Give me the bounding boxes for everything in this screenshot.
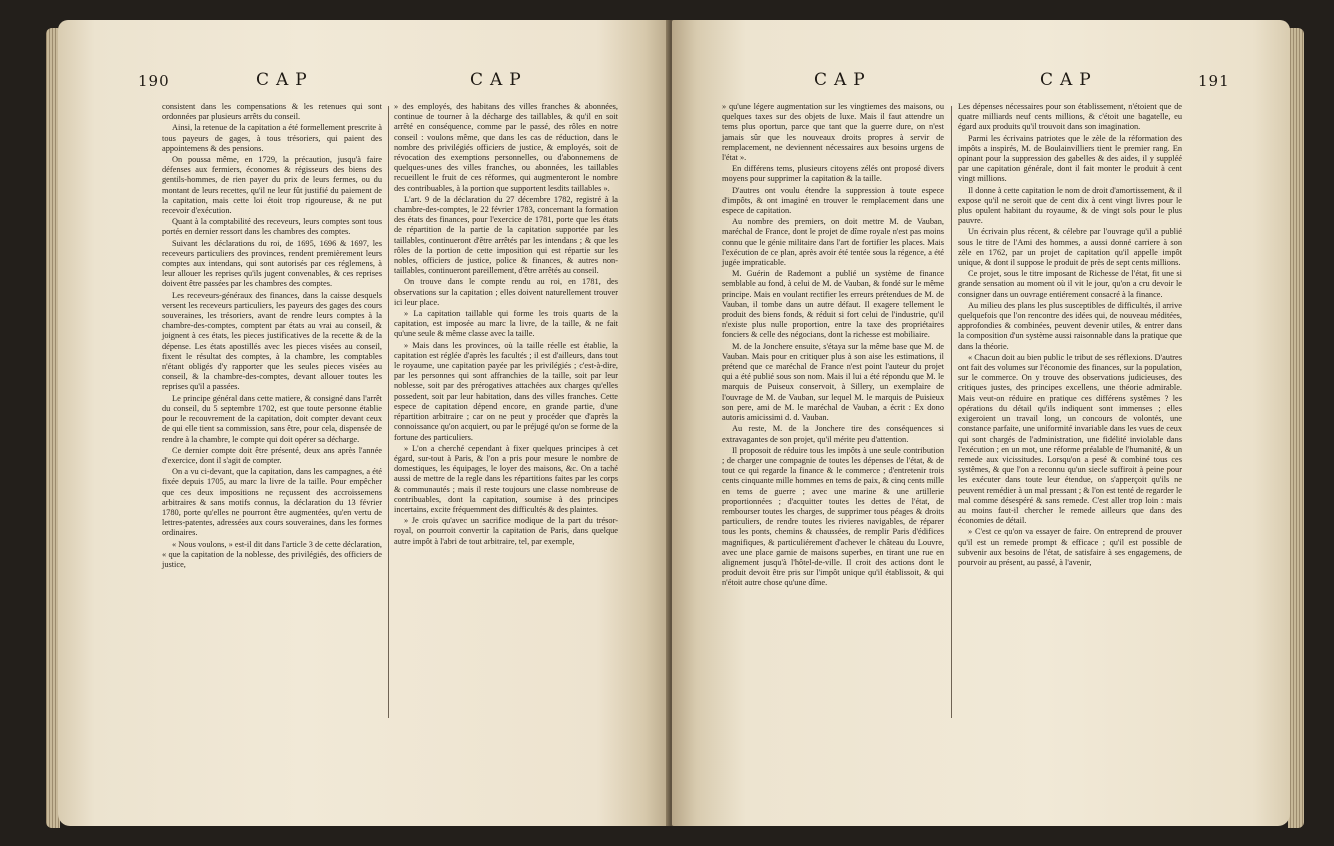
paragraph: Au milieu des plans les plus susceptibles de difficultés, il arrive quelquefois que l'on rencontre des idées qui, de nouveau méditées, approfondies & combinées, peuvent devenir utiles, & entrer dans la composition d'un système aussi raisonnable dans la pratique que dans la théorie. xyxy=(958,300,1182,351)
page-number: 190 xyxy=(138,72,170,90)
paragraph: Il donne à cette capitation le nom de droit d'amortissement, & il expose qu'il ne seroit que de cent dix à cent vingt livres pour le plus opulent habitant du royaume, & de vingt sols pour le plus pauvre. xyxy=(958,185,1182,226)
text-column-1 xyxy=(722,102,944,590)
left-page-header xyxy=(58,70,670,94)
paragraph: Parmi les écrivains patriotes que le zèle de la réformation des impôts a inspirés, M. de Boulainvilliers tient le premier rang. En opinant pour la suppression des gabelles & des aides, il y suppléé par une capitation générale, dont il fait monter le produit à cent vingt millions. xyxy=(958,133,1182,184)
paragraph: En différens tems, plusieurs citoyens zélés ont proposé divers moyens pour supprimer la capitation & la taille. xyxy=(722,164,944,184)
paragraph: M. Guérin de Rademont a publié un système de finance semblable au fond, à celui de M. de Vauban, & fondé sur le même principe. Mais en voulant rectifier les erreurs prétendues de M. de Vauban, il tombe dans un autre défaut. Il exagere tellement le produit des biens fonds, & réduit si fort celui de l'industrie, qu'il n'existe plus nulle proportion, entre la taxe des propriétaires fonciers & celle des négocians, dont la richesse est mobiliaire. xyxy=(722,269,944,340)
column-rule xyxy=(388,106,389,718)
paragraph: Il proposoit de réduire tous les impôts à une seule contribution ; de charger une compagnie de toutes les dépenses de l'état, & de tout ce qui regarde la finance & le commerce ; d'entretenir trois cents cinquante mille hommes en tems de paix, & cinq cents mille en tems de guerre ; avec une marine & une artillerie proportionnées ; d'acquitter toutes les dettes de l'état, de rembourser toutes les charges, de supprimer tous péages & droits particuliers, de rendre toutes les rivieres navigables, de réparer tous les ponts, chemins & chaussées, de remplir Paris d'édifices magnifiques, & particuliérement d'achever le château du Louvre, avec une place garnie de maisons superbes, en tirant une rue en alignement jusqu'à l'hôtel-de-ville. Il croit des actions dont le produit devoit être pris sur l'impôt unique qu'il établissoit, & qui n'étoit autre chose qu'une dîme. xyxy=(722,445,944,588)
paragraph: L'art. 9 de la déclaration du 27 décembre 1782, registré à la chambre-des-comptes, le 22 février 1783, concernant la formation des états des finances, pour l'exercice de 1781, porte que les états de répartition de la partie de la capitation supportée par les taillables, continueront d'être arrêtés par les intendans ; & que les rôles de la portion de cette imposition qui est répartie sur les nobles, officiers de justice, police & finances, & autres non-taillables, continueront pareillement, d'être arrêtés au conseil. xyxy=(394,194,618,276)
paragraph: « Chacun doit au bien public le tribut de ses réflexions. D'autres ont fait des volumes sur l'économie des finances, sur la population, sur le commerce. On y trouve des observations judicieuses, des critiques justes, des principes excellens, une théorie admirable. Mais veut-on réduire en pratique ces différens systêmes ? les opérations du détail qu'ils indiquent sont immenses ; elles exigeroient un travail long, un concours de volontés, une constance parfaite, une uniformité invariable dans les vues de ceux qui sont chargés de l'administration, une fidélité inviolable dans l'exécution ; en un mot, une réforme préalable de l'humanité, & un remede aux vicissitudes. Lorsqu'on a pesé & combiné tous ces systêmes, & que l'on a reconnu qu'un siecle suffiroit à peine pour les exécuter dans toute leur étendue, on s'apperçoit qu'ils ne peuvent remédier à un mal pressant ; & l'on est tenté de regarder le mal comme désespéré & sans remede. C'est aller trop loin : mais au moins faut-il chercher le remede ailleurs que dans des économies de détail. xyxy=(958,352,1182,526)
text-column-2 xyxy=(394,102,618,548)
paragraph: » L'on a cherché cependant à fixer quelques principes à cet égard, sur-tout à Paris, & l'on a pris pour mesure le nombre de domestiques, les équipages, le loyer des maisons, &c. On a taché aussi de mettre de la regle dans les répartitions faites par les corps & communautés ; mais il reste toujours une classe nombreuse de contribuables, dont la capitation, soumise à des principes incertains, excite fréquemment des difficultés & des plaintes. xyxy=(394,443,618,514)
paragraph: On poussa même, en 1729, la précaution, jusqu'à faire défenses aux fermiers, économes & régisseurs des biens des gentils-hommes, de rien payer du prix de leurs fermes, ou du montant de leurs recettes, qu'il ne leur fût justifié du paiement de la capitation, mais cette loi étoit trop rigoureuse, & ne put recevoir d'exécution. xyxy=(162,155,382,216)
paragraph: » qu'une légere augmentation sur les vingtiemes des maisons, ou quelques taxes sur des objets de luxe. Mais il faut attendre un tems plus oportun, parce que tant que la guerre dure, on n'est jamais sûr que les nouveaux droits propres à servir de remplacement, ne deviennent nécessaires aux besoins urgens de l'état ». xyxy=(722,102,944,163)
paragraph: » C'est ce qu'on va essayer de faire. On entreprend de prouver qu'il est un remede prompt & efficace ; qu'il est possible de subvenir aux besoins de l'état, de satisfaire à ses engagemens, de pourvoir au présent, au passé, à l'avenir, xyxy=(958,527,1182,567)
column-rule xyxy=(951,106,952,718)
paragraph: » Je crois qu'avec un sacrifice modique de la part du trésor-royal, on pourroit convertir la capitation de Paris, dans quelque autre impôt à l'abri de tout arbitraire, tel, par exemple, xyxy=(394,516,618,546)
book-edge-right xyxy=(1288,28,1304,828)
open-book xyxy=(58,20,1290,836)
left-page xyxy=(58,20,670,826)
running-head: CAP xyxy=(1040,70,1098,90)
paragraph: Les receveurs-généraux des finances, dans la caisse desquels versent les receveurs particuliers, les payeurs des gages des cours souveraines, les trésoriers, avant de rendre leurs comptes à la chambre-des-comptes, comptent par états au vrai au conseil, & joignent à ces états, les pieces justificatives de la recette & de la dépense. Les états apostillés avec les pieces visées au conseil, fixent le résultat des comptes, à la chambre, les comptables n'étant obligés d'y rapporter que les seules pieces visées au conseil, & la chambre-des-comptes, devant allouer toutes les reprises qu'il a passées. xyxy=(162,290,382,392)
page-number: 191 xyxy=(1198,72,1230,90)
paragraph: » Mais dans les provinces, où la taille réelle est établie, la capitation est réglée d'après les facultés ; il est d'ailleurs, dans tout le royaume, une capitation payée par les privilégiés ; c'est-à-dire, par les personnes qui sont affranchies de la taille, soit par leur noblesse, soit par des prérogatives attachées aux charges qu'elles possedent, soit par leur habitation, dans des villes franches. Cette espece de capitation dépend encore, en grande partie, d'une répartition arbitraire ; car on ne peut y procéder que d'après la connoissance qu'on acquiert, ou par le préjugé qu'on se forme de la fortune des particuliers. xyxy=(394,340,618,442)
running-head: CAP xyxy=(814,70,872,90)
paragraph: Suivant les déclarations du roi, de 1695, 1696 & 1697, les receveurs particuliers des provinces, rendent premièrement leurs comptes aux intendans, qui sont autorisés par ces réglemens, à leur allouer les reprises qu'ils jugent convenables, & ces reprises doivent être passées par les chambres des comptes. xyxy=(162,238,382,289)
text-column-1 xyxy=(162,102,382,571)
paragraph: Ainsi, la retenue de la capitation a été formellement prescrite à tous payeurs de gages, à tous trésoriers, qui paient des appointemens & des pensions. xyxy=(162,123,382,153)
paragraph: » La capitation taillable qui forme les trois quarts de la capitation, est imposée au marc la livre, de la taille, & ne fait qu'une seule & même classe avec la taille. xyxy=(394,309,618,339)
paragraph: Ce projet, sous le titre imposant de Richesse de l'état, fit une si grande sensation au moment où il vit le jour, qu'on a cru devoir le consigner dans un ouvrage entiérement consacré à la finance. xyxy=(958,269,1182,299)
running-head: CAP xyxy=(256,70,314,90)
paragraph: Un écrivain plus récent, & célebre par l'ouvrage qu'il a publié sous le titre de l'Ami des hommes, a aussi donné carriere à son zèle en 1762, par un projet de capitation qu'il appelle impôt unique, & dont il suppose le produit de près de sept cents millions. xyxy=(958,227,1182,268)
right-page xyxy=(672,20,1290,826)
paragraph: On a vu ci-devant, que la capitation, dans les campagnes, a été fixée depuis 1705, au marc la livre de la taille. Pour empêcher que ces deux impositions ne reçussent des accroissemens arbitraires & sans motifs connus, la déclaration du 13 février 1780, porte qu'elles ne pourront être augmentées, qu'en vertu de lettres-patentes, adressées aux cours souveraines, dans les formes ordinaires. xyxy=(162,467,382,538)
paragraph: Quant à la comptabilité des receveurs, leurs comptes sont tous portés en dernier ressort dans les chambres des comptes. xyxy=(162,217,382,237)
paragraph: Le principe général dans cette matiere, & consigné dans l'arrêt du conseil, du 5 septembre 1702, est que toute personne établie pour le recouvrement de la capitation, doit compter devant ceux de qui elle tient sa commission, sans être, pour cela, dispensée de rendre à la chambre, le compte qui doit opérer sa décharge. xyxy=(162,393,382,444)
paragraph: consistent dans les compensations & les retenues qui sont ordonnées par plusieurs arrêts du conseil. xyxy=(162,102,382,122)
paragraph: M. de la Jonchere ensuite, s'étaya sur la même base que M. de Vauban. Mais pour en critiquer plus à son aise les estimations, il prétend que ce maréchal de France n'est point l'auteur du projet qui a été publié sous son nom. Mais il lui a été répondu que M. le marquis de Puiseux conservoit, à Sillery, un exemplaire de l'ouvrage de M. de Vauban, sur lequel M. le marquis de Puisieux son pere, ami de M. le maréchal de Vauban, a écrit : Ex dono autoris amicissimi d. d. Vauban. xyxy=(722,341,944,423)
paragraph: Les dépenses nécessaires pour son établissement, n'étoient que de quatre milliards neuf cents millions, & c'étoit une bagatelle, eu égard aux produits qu'il trouvoit dans son imagination. xyxy=(958,102,1182,132)
paragraph: » des employés, des habitans des villes franches & abonnées, continue de tourner à la décharge des taillables, & qu'il en soit arrêté en conséquence, comme par le passé, des rôles en notre conseil : voulons même, que dans les cas de réduction, dans le nombre des privilégiés officiers de justice, & employés, soit de révocation des exemptions personnelles, ou d'abonnemens de quelques-unes des villes franches, ou abonnées, les taillables recueillent le fruit de ces réformes, qui augmenteront le nombre des contribuables, à la portion que supportent lesdits taillables ». xyxy=(394,102,618,193)
paragraph: On trouve dans le compte rendu au roi, en 1781, des observations sur la capitation ; elles doivent naturellement trouver ici leur place. xyxy=(394,277,618,307)
right-page-header xyxy=(672,70,1290,94)
paragraph: Au nombre des premiers, on doit mettre M. de Vauban, maréchal de France, dont le projet de dîme royale n'est pas moins connu que le génie militaire dans l'art de fortifier les places. Mais l'exécution de ce plan, après avoir été tentée sous la régence, a été jugée impraticable. xyxy=(722,217,944,268)
paragraph: Ce dernier compte doit être présenté, deux ans après l'année d'exercice, dont il s'agit de compter. xyxy=(162,445,382,465)
text-column-2 xyxy=(958,102,1182,569)
paragraph: Au reste, M. de la Jonchere tire des conséquences si extravagantes de son projet, qu'il mérite peu d'attention. xyxy=(722,424,944,444)
paragraph: D'autres ont voulu étendre la suppression à toute espece d'impôts, & ont imaginé en trouver le remplacement dans une espece de capitation. xyxy=(722,185,944,216)
running-head: CAP xyxy=(470,70,528,90)
paragraph: « Nous voulons, » est-il dit dans l'article 3 de cette déclaration, « que la capitation de la noblesse, des privilégiés, des officiers de justice, xyxy=(162,539,382,569)
